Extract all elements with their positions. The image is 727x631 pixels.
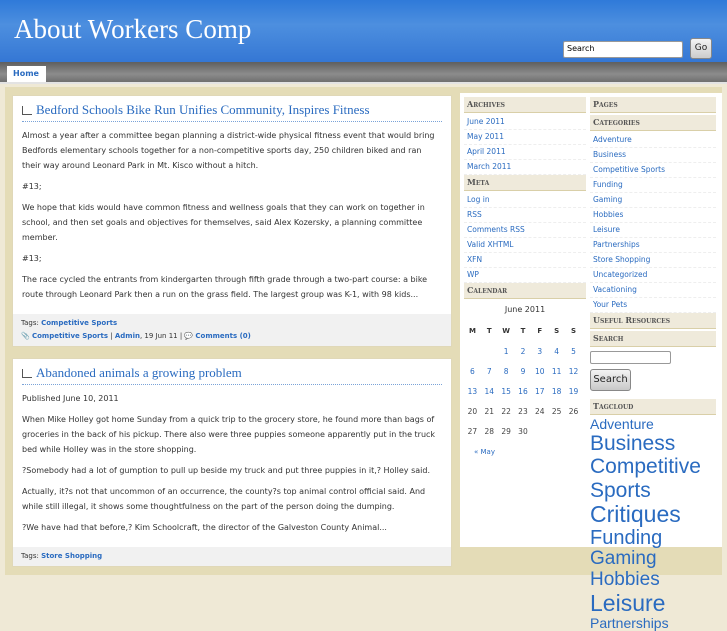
calendar-day: 22 xyxy=(501,406,511,416)
list-item xyxy=(590,253,716,268)
list-item xyxy=(464,238,586,253)
content-wrap xyxy=(5,87,722,631)
meta-list xyxy=(464,193,586,283)
paragraph: The race cycled the entrants from kindergarten through fifth grade through a two-part course: a bike route through Leonard Park then a run on the grass field. The largest group was K-1, with 98 kids... xyxy=(22,275,428,299)
category-link[interactable]: Competitive Sports xyxy=(593,165,666,174)
post-footer xyxy=(13,547,451,566)
meta-link[interactable]: RSS xyxy=(467,210,482,219)
external-link-icon xyxy=(22,369,32,378)
list-item xyxy=(590,133,716,148)
category-link[interactable]: Hobbies xyxy=(593,210,624,219)
sidebar-right xyxy=(590,97,716,631)
paragraph: Almost a year after a committee began planning a district-wide physical fitness event that would bring Bedfords elementary schools together for a non-competitive sports day, 250 children biked and ran their way around Leonard Park in Mt. Kisco without a hitch. xyxy=(22,131,435,170)
calendar-day[interactable]: 14 xyxy=(484,386,495,396)
category-link[interactable]: Uncategorized xyxy=(593,270,648,279)
tag-cloud-link[interactable]: Gaming xyxy=(590,547,657,569)
author-link[interactable]: Admin xyxy=(114,332,140,340)
paragraph: When Mike Holley got home Sunday from a quick trip to the grocery store, he found more than bags of groceries in the back of his pickup. There also were three puppies someone apparently put in the truck bed while Holley was in the store shopping. xyxy=(22,415,436,454)
meta-link[interactable]: Valid XHTML xyxy=(467,240,514,249)
calendar-day[interactable]: 12 xyxy=(568,366,579,376)
post-body xyxy=(13,385,451,547)
weekday-header: W xyxy=(502,327,510,335)
paragraph: ?Somebody had a lot of gumption to pull up beside my truck and put three puppies in it,? Holley said. xyxy=(22,466,430,475)
weekday-header: F xyxy=(537,327,543,335)
calendar-day: 30 xyxy=(518,426,528,436)
list-item xyxy=(464,193,586,208)
calendar-day[interactable]: 9 xyxy=(520,366,526,376)
paragraph: #13; xyxy=(22,254,42,263)
calendar-empty-cell xyxy=(565,421,582,441)
paragraph: Published June 10, 2011 xyxy=(22,394,119,403)
post xyxy=(12,95,452,347)
calendar-day[interactable]: 7 xyxy=(486,366,492,376)
weekday-header: S xyxy=(571,327,577,335)
category-link[interactable]: Leisure xyxy=(593,225,620,234)
tag-cloud-link[interactable]: Hobbies xyxy=(590,568,660,590)
calendar-day[interactable]: 16 xyxy=(518,386,528,396)
calendar-day[interactable]: 19 xyxy=(568,386,579,396)
list-item xyxy=(590,268,716,283)
list-item xyxy=(590,283,716,298)
site-title[interactable]: About Workers Comp xyxy=(14,14,252,44)
calendar-month: June 2011 xyxy=(504,305,546,314)
list-item xyxy=(464,223,586,238)
calendar-day: 27 xyxy=(467,426,478,436)
external-link-icon xyxy=(22,106,32,115)
calendar-empty-cell xyxy=(531,421,548,441)
useful-resources-heading: Useful Resources xyxy=(590,313,716,329)
category-link[interactable]: Competitive Sports xyxy=(31,332,109,340)
go-button[interactable]: Go xyxy=(690,38,712,59)
meta-link[interactable]: XFN xyxy=(467,255,483,264)
tag-link[interactable]: Store Shopping xyxy=(41,552,103,560)
calendar-day[interactable]: 17 xyxy=(535,386,545,396)
categories-list xyxy=(590,133,716,313)
list-item xyxy=(590,163,716,178)
weekday-header: T xyxy=(520,327,526,335)
tab-home[interactable]: Home xyxy=(7,66,46,82)
paragraph: ?We have had that before,? Kim Schoolcraft, the director of the Galveston County Animal... xyxy=(22,523,387,532)
meta-link[interactable]: Log in xyxy=(467,195,490,204)
tagcloud-heading: Tagcloud xyxy=(590,399,716,415)
list-item xyxy=(464,268,586,283)
category-link[interactable]: Your Pets xyxy=(593,300,628,309)
calendar-day[interactable]: 18 xyxy=(551,386,562,396)
archives-list xyxy=(464,115,586,175)
category-link[interactable]: Store Shopping xyxy=(593,255,651,264)
calendar-day[interactable]: 13 xyxy=(467,386,478,396)
calendar-day: 21 xyxy=(484,406,495,416)
post-footer: Tags: Competitive Sports 📎 Competitive Sports | Admin, 19 Jun 11 | 💬 Comments (0) xyxy=(13,314,451,346)
list-item xyxy=(464,145,586,160)
tags-label: Tags: xyxy=(21,552,39,560)
list-item xyxy=(464,208,586,223)
post-title[interactable] xyxy=(22,365,442,385)
calendar-day[interactable]: 11 xyxy=(551,366,562,376)
comments-link[interactable]: Comments (0) xyxy=(195,332,251,340)
tag-cloud-link[interactable]: Business xyxy=(590,432,676,456)
tag-cloud-link[interactable]: Competitive Sports xyxy=(590,455,701,502)
calendar-day: 23 xyxy=(518,406,528,416)
calendar-day[interactable]: 5 xyxy=(571,346,576,356)
calendar-day: 26 xyxy=(568,406,579,416)
archive-link[interactable]: April 2011 xyxy=(467,147,506,156)
sidebar-search-button[interactable]: Search xyxy=(590,369,631,391)
calendar-day: 20 xyxy=(467,406,478,416)
calendar-day[interactable]: 4 xyxy=(554,346,560,356)
categories-heading: Categories xyxy=(590,115,716,131)
paragraph: #13; xyxy=(22,182,42,191)
sidebar xyxy=(460,93,722,631)
calendar-day[interactable]: 2 xyxy=(520,346,526,356)
search-heading: Search xyxy=(590,331,716,347)
list-item xyxy=(590,223,716,238)
category-link[interactable]: Funding xyxy=(593,180,623,189)
list-item xyxy=(590,298,716,313)
calendar-day[interactable]: 15 xyxy=(501,386,511,396)
list-item xyxy=(590,178,716,193)
calendar-day[interactable]: 8 xyxy=(503,366,509,376)
list-item xyxy=(464,160,586,175)
post xyxy=(12,358,452,567)
posts-column xyxy=(12,95,452,567)
archives-heading: Archives xyxy=(464,97,586,113)
post-title-text[interactable]: Abandoned animals a growing problem xyxy=(36,365,242,380)
calendar-empty-cell xyxy=(464,341,481,361)
post-body xyxy=(13,122,451,314)
weekday-header: M xyxy=(468,327,476,335)
tag-link[interactable]: Competitive Sports xyxy=(41,319,118,327)
calendar-day[interactable]: 1 xyxy=(503,346,509,356)
calendar-day: 25 xyxy=(551,406,562,416)
list-item xyxy=(590,193,716,208)
meta-link[interactable]: WP xyxy=(467,270,479,279)
tag-cloud-link[interactable]: Funding xyxy=(590,526,663,549)
calendar-empty-cell xyxy=(481,341,498,361)
calendar-day: 24 xyxy=(535,406,545,416)
list-item xyxy=(464,130,586,145)
post-title-text[interactable]: Bedford Schools Bike Run Unifies Community, Inspires Fitness xyxy=(36,102,370,117)
paperclip-icon: 📎 xyxy=(21,332,30,340)
paragraph: We hope that kids would have common fitness and wellness goals that they can work on together in school, and then set goals and objectives for themselves, said Alex Kozersky, a planning committee member. xyxy=(22,203,425,242)
meta-link[interactable]: Comments RSS xyxy=(467,225,525,234)
paragraph: Actually, it?s not that uncommon of an occurrence, the county?s top animal control official said. And while still illegal, it shows some thoughtfulness on the part of the person doing the dumping. xyxy=(22,487,426,511)
category-link[interactable]: Gaming xyxy=(593,195,623,204)
list-item xyxy=(464,115,586,130)
calendar-day[interactable]: 3 xyxy=(537,346,543,356)
archive-link[interactable]: June 2011 xyxy=(467,117,505,126)
tag-cloud-link[interactable]: Adventure xyxy=(590,416,654,432)
weekday-header: T xyxy=(486,327,492,335)
sidebar-left xyxy=(464,97,586,457)
calendar-day[interactable]: 6 xyxy=(470,366,475,376)
calendar-table xyxy=(464,321,582,441)
calendar-empty-cell xyxy=(548,421,565,441)
category-link[interactable]: Vacationing xyxy=(593,285,637,294)
category-link[interactable]: Partnerships xyxy=(593,240,640,249)
meta-heading: Meta xyxy=(464,175,586,191)
list-item xyxy=(590,208,716,223)
archive-link[interactable]: March 2011 xyxy=(467,162,512,171)
tag-cloud-link[interactable]: Leisure xyxy=(590,589,666,616)
calendar-prev-link[interactable]: « May xyxy=(474,448,495,456)
list-item xyxy=(590,238,716,253)
tag-cloud xyxy=(590,417,716,631)
sidebar-search-input[interactable] xyxy=(590,351,671,364)
pages-heading: Pages xyxy=(590,97,716,113)
list-item xyxy=(464,253,586,268)
tag-cloud-link[interactable]: Partnerships xyxy=(590,615,669,631)
list-item xyxy=(590,148,716,163)
category-link[interactable]: Business xyxy=(593,150,627,159)
tags-label: Tags: xyxy=(21,319,39,327)
post-date: 19 Jun 11 xyxy=(144,332,178,340)
post-title[interactable] xyxy=(22,102,442,122)
calendar-day: 29 xyxy=(501,426,511,436)
header-search-input[interactable]: Search xyxy=(563,41,683,58)
weekday-header: S xyxy=(554,327,560,335)
site-header xyxy=(0,0,727,62)
nav-bar xyxy=(0,62,727,84)
category-link[interactable]: Adventure xyxy=(593,135,632,144)
comment-icon: 💬 xyxy=(184,332,194,340)
calendar-day[interactable]: 10 xyxy=(535,366,545,376)
calendar-heading: Calendar xyxy=(464,283,586,299)
tag-cloud-link[interactable]: Critiques xyxy=(590,500,681,527)
archive-link[interactable]: May 2011 xyxy=(467,132,504,141)
calendar-day: 28 xyxy=(484,426,495,436)
